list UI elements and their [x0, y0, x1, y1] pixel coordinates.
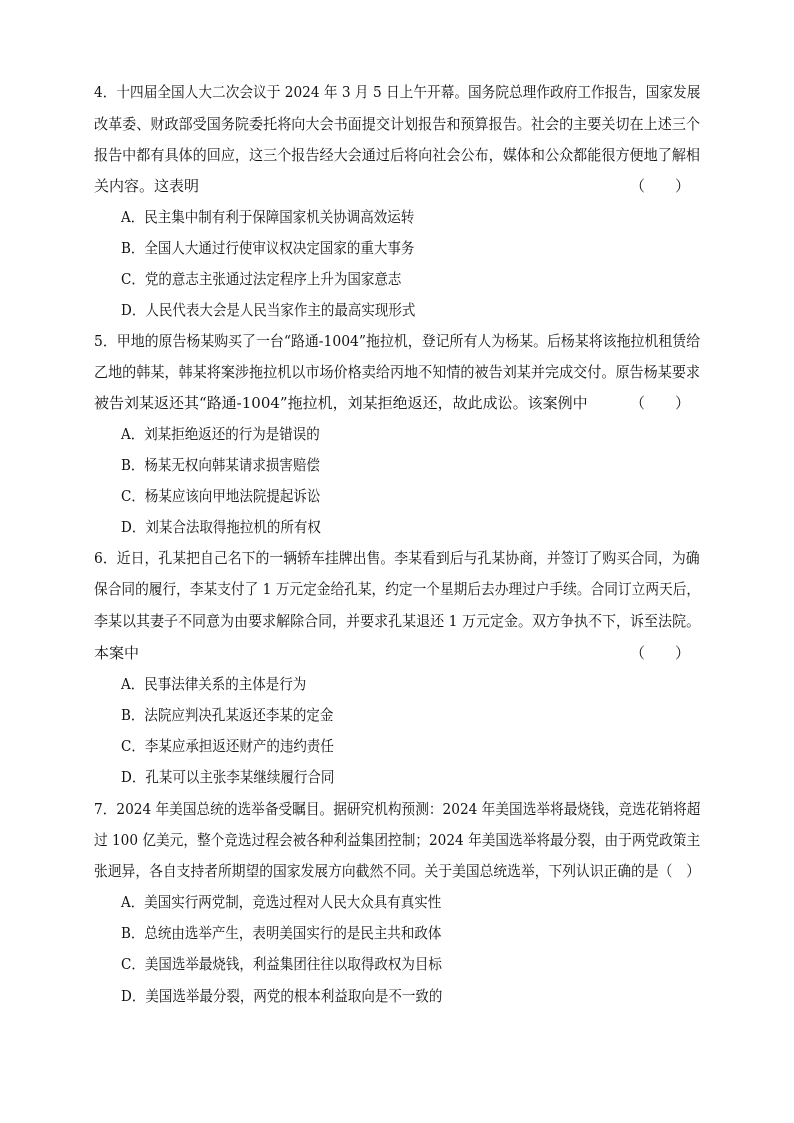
q6-option-a: A．民事法律关系的主体是行为	[121, 675, 307, 693]
q4-option-a: A．民主集中制有利于保障国家机关协调高效运转	[121, 208, 415, 226]
q5-answer-paren: （ ）	[630, 394, 691, 412]
q4-stem-line-3: 报告中都有具体的回应，这三个报告经大会通过后将向社会公布，媒体和公众都能很方便地了解相	[94, 146, 701, 164]
q5-stem-line-2: 乙地的韩某，韩某将案涉拖拉机以市场价格卖给丙地不知情的被告刘某并完成交付。原告杨某要求	[94, 363, 701, 381]
q6-stem-line-3: 李某以其妻子不同意为由要求解除合同，并要求孔某退还 1 万元定金。双方争执不下，诉至法院。	[94, 612, 701, 630]
q7-option-d: D．美国选举最分裂，两党的根本利益取向是不一致的	[121, 987, 443, 1005]
q4-option-d: D．人民代表大会是人民当家作主的最高实现形式	[121, 301, 416, 319]
q7-stem-line-3: 张迥异，各自支持者所期望的国家发展方向截然不同。关于美国总统选举，下列认识正确的是（ ）	[94, 862, 701, 880]
q7-option-a: A．美国实行两党制，竞选过程对人民大众具有真实性	[121, 893, 442, 911]
q7-option-c: C．美国选举最烧钱，利益集团往往以取得政权为目标	[121, 955, 442, 973]
q4-option-b: B．全国人大通过行使审议权决定国家的重大事务	[121, 239, 415, 257]
q4-stem-line-1: 4．十四届全国人大二次会议于 2024 年 3 月 5 日上午开幕。国务院总理作政府工作报告，国家发展	[94, 83, 701, 101]
q6-answer-paren: （ ）	[630, 644, 691, 662]
q6-stem-line-2: 保合同的履行，李某支付了 1 万元定金给孔某，约定一个星期后去办理过户手续。合同订立两天后，	[94, 580, 701, 598]
q4-answer-paren: （ ）	[630, 177, 691, 195]
q6-option-b: B．法院应判决孔某返还李某的定金	[121, 706, 334, 724]
q5-stem-line-3: 被告刘某返还其“路通-1004”拖拉机，刘某拒绝返还，故此成讼。该案例中	[94, 394, 588, 412]
q6-option-d: D．孔某可以主张李某继续履行合同	[121, 768, 335, 786]
q5-option-a: A．刘某拒绝返还的行为是错误的	[121, 425, 320, 443]
q5-option-c: C．杨某应该向甲地法院提起诉讼	[121, 487, 321, 505]
q4-stem-line-4: 关内容。这表明	[94, 177, 200, 195]
q7-option-b: B．总统由选举产生，表明美国实行的是民主共和政体	[121, 924, 442, 942]
q5-option-b: B．杨某无权向韩某请求损害赔偿	[121, 456, 320, 474]
q5-option-d: D．刘某合法取得拖拉机的所有权	[121, 518, 321, 536]
q4-stem-line-2: 改革委、财政部受国务院委托将向大会书面提交计划报告和预算报告。社会的主要关切在上述三个	[94, 115, 701, 133]
q4-option-c: C．党的意志主张通过法定程序上升为国家意志	[121, 270, 402, 288]
q6-option-c: C．李某应承担返还财产的违约责任	[121, 737, 334, 755]
q5-stem-line-1: 5．甲地的原告杨某购买了一台“路通-1004”拖拉机，登记所有人为杨某。后杨某将该拖拉机租赁给	[94, 332, 701, 350]
q6-stem-line-4: 本案中	[94, 644, 140, 662]
q7-stem-line-2: 过 100 亿美元，整个竞选过程会被各种利益集团控制；2024 年美国选举将最分裂，由于两党政策主	[94, 831, 701, 849]
q6-stem-line-1: 6．近日，孔某把自己名下的一辆轿车挂牌出售。李某看到后与孔某协商，并签订了购买合同，为确	[94, 549, 700, 567]
q7-stem-line-1: 7．2024 年美国总统的选举备受瞩目。据研究机构预测：2024 年美国选举将最烧钱，竞选花销将超	[94, 800, 701, 818]
